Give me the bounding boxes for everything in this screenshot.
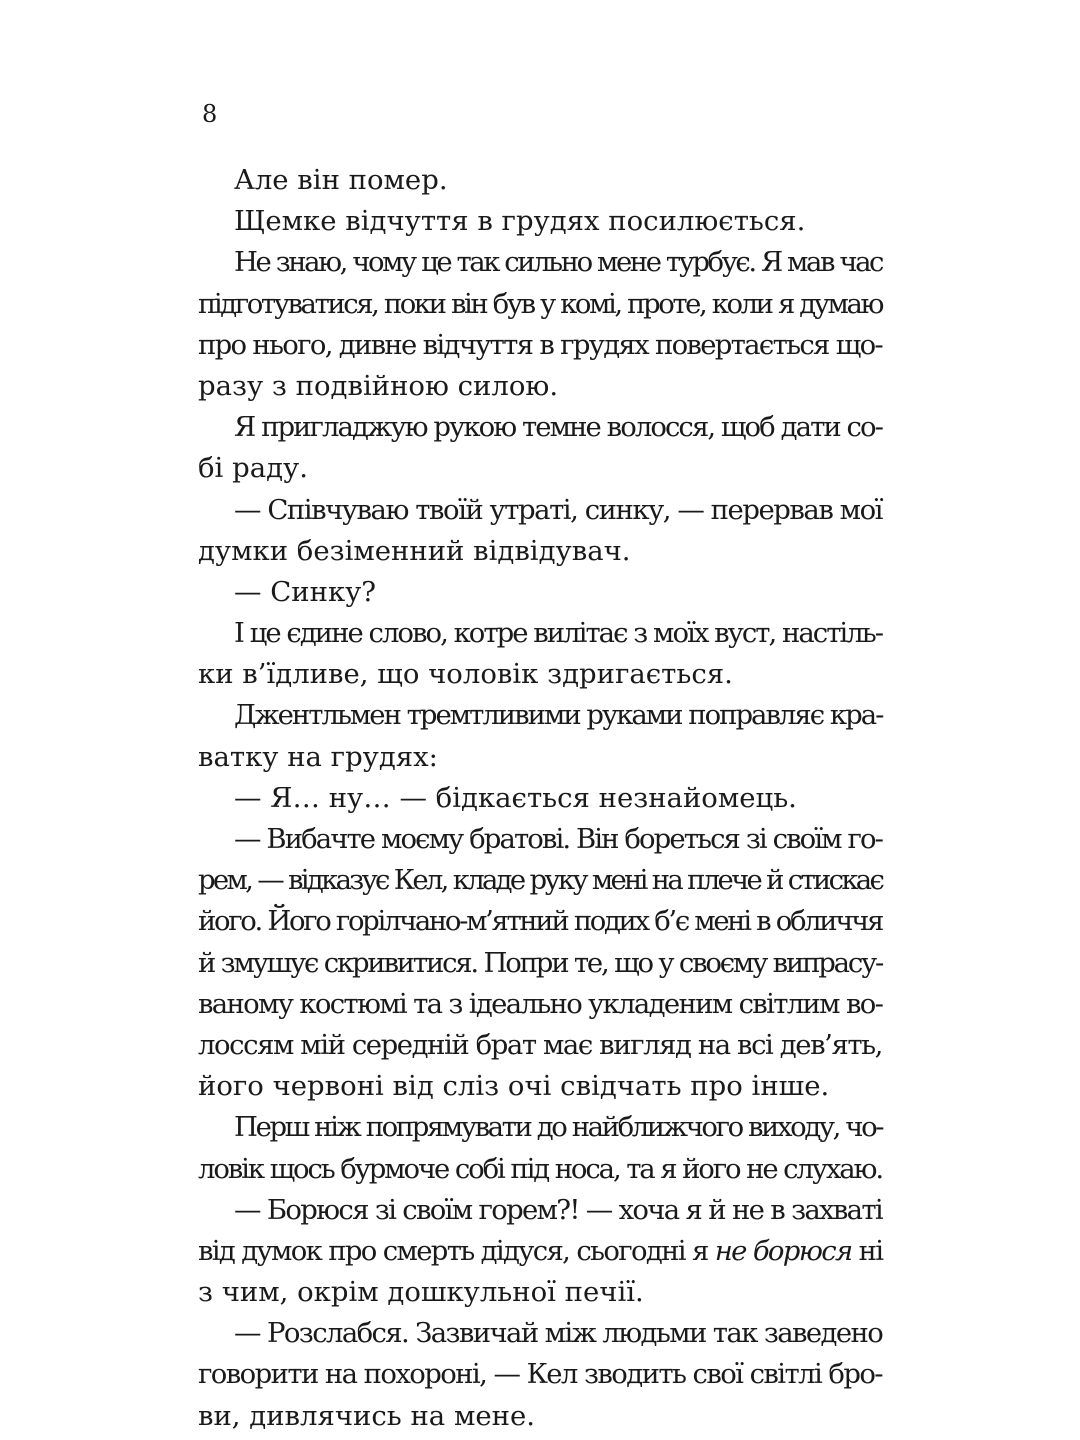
text-run: ні xyxy=(851,1234,883,1267)
text-line: ловік щось бурмоче собі під носа, та я його не слухаю. xyxy=(198,1152,882,1185)
text-line: Але він помер. xyxy=(234,164,448,196)
text-line: лоссям мій середній брат має вигляд на всі дев’ять, xyxy=(198,1028,882,1061)
text-line: І це єдине слово, котре вилітає з моїх вуст, настіль- xyxy=(234,617,883,650)
text-line: Щемке відчуття в грудях посилюється. xyxy=(234,205,806,238)
text-line: думки безіменний відвідувач. xyxy=(198,534,631,567)
text-line: його. Його горілчано-м’ятний подих б’є мені в обличчя xyxy=(198,905,882,938)
text-line: з чим, окрім дошкульної печії. xyxy=(198,1276,644,1309)
text-line: говорити на похороні, — Кел зводить свої світлі бро- xyxy=(198,1358,882,1391)
text-line: й змушує скривитися. Попри те, що у своєму випрасу- xyxy=(198,946,883,979)
text-line: ки в’їдливе, що чоловік здригається. xyxy=(198,658,733,691)
text-line: ви, дивлячись на мене. xyxy=(198,1399,535,1432)
text-line: — Розслабся. Зазвичай між людьми так заведено xyxy=(234,1317,883,1350)
text-line: рем, — відказує Кел, кладе руку мені на плече й стискає xyxy=(198,864,883,897)
body-text xyxy=(198,160,882,1437)
text-line: ваному костюмі та з ідеально укладеним світлим во- xyxy=(198,987,883,1020)
text-run: від думок про смерть дідуся, сьогодні я xyxy=(198,1234,715,1267)
text-line: Джентльмен тремтливими руками поправляє кра- xyxy=(234,699,883,732)
text-line: Не знаю, чому це так сильно мене турбує. Я мав час xyxy=(234,246,882,279)
text-line: про нього, дивне відчуття в грудях повертається що- xyxy=(198,328,883,361)
italic-emphasis: не борюся xyxy=(714,1234,852,1267)
text-line: Я пригладжую рукою темне волосся, щоб дати со- xyxy=(234,411,882,444)
text-line: його червоні від сліз очі свідчать про інше. xyxy=(198,1070,830,1103)
text-line: бі раду. xyxy=(198,452,308,485)
text-line: — Вибачте моєму братові. Він бореться зі своїм го- xyxy=(234,823,882,855)
text-line: підготуватися, поки він був у комі, проте, коли я думаю xyxy=(198,287,882,320)
text-line: — Синку? xyxy=(234,575,377,608)
text-line: разу з подвійною силою. xyxy=(198,369,559,402)
text-line: — Співчуваю твоїй утраті, синку, — перервав мої xyxy=(234,493,882,526)
text-line-mixed xyxy=(198,1231,882,1272)
page-number: 8 xyxy=(202,100,218,128)
text-line: — Борюся зі своїм горем?! — хоча я й не в захваті xyxy=(234,1193,882,1226)
text-line: ватку на грудях: xyxy=(198,740,438,773)
text-line: Перш ніж попрямувати до найближчого виходу, чо- xyxy=(234,1111,883,1144)
text-line: — Я… ну… — бідкається незнайомець. xyxy=(234,781,797,814)
